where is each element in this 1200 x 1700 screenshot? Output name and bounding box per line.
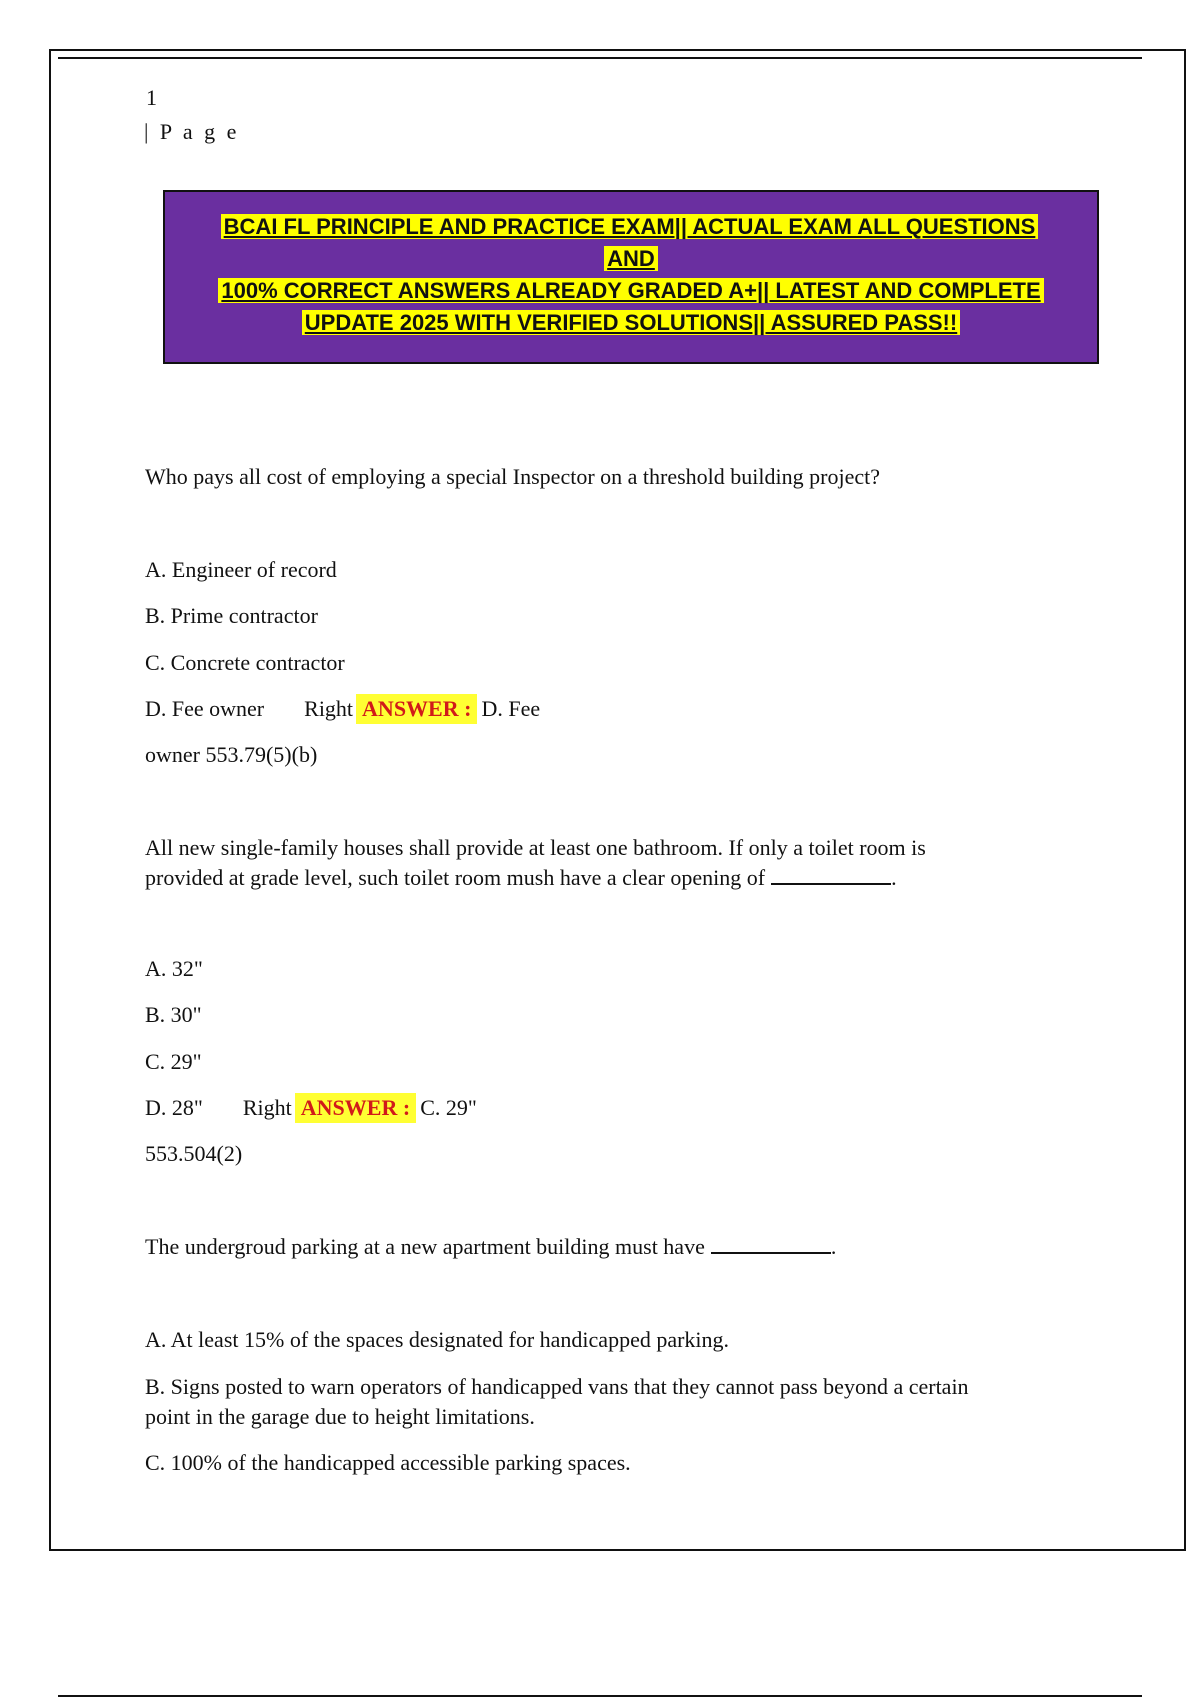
page-label: | P a g e: [144, 119, 240, 144]
question-2-text-line-2: provided at grade level, such toilet room mush have a clear opening of .: [145, 865, 897, 890]
question-3-option-a: A. At least 15% of the spaces designated for handicapped parking.: [145, 1327, 730, 1352]
question-2-option-b: B. 30": [145, 1002, 202, 1027]
question-3-blank: [711, 1234, 831, 1254]
question-3-option-b-continued: point in the garage due to height limitations.: [145, 1404, 535, 1429]
question-2-answer: C. 29": [420, 1095, 477, 1120]
question-3-text-content: The undergroud parking at a new apartment building must have: [145, 1234, 705, 1259]
title-banner: [163, 190, 1099, 364]
question-1-answer: D. Fee: [481, 696, 541, 721]
bottom-rule: [58, 1695, 1142, 1697]
question-1-text: Who pays all cost of employing a special Inspector on a threshold building project?: [145, 464, 880, 489]
question-2-answer-line: [145, 1093, 477, 1123]
question-2-answer-label: ANSWER :: [295, 1093, 416, 1123]
question-2-blank: [771, 865, 891, 885]
banner-line-3: UPDATE 2025 WITH VERIFIED SOLUTIONS|| ASSURED PASS!!: [302, 310, 960, 335]
question-1-reference: owner 553.79(5)(b): [145, 742, 318, 767]
banner-title: [196, 211, 1066, 339]
question-2-option-d: D. 28": [145, 1095, 203, 1120]
question-1-answer-label: ANSWER :: [356, 694, 477, 724]
question-3-option-c: C. 100% of the handicapped accessible parking spaces.: [145, 1450, 631, 1475]
question-1-option-a: A. Engineer of record: [145, 557, 337, 582]
question-1-answer-line: [145, 694, 540, 724]
question-1-right-label: Right: [304, 696, 354, 721]
banner-line-2: 100% CORRECT ANSWERS ALREADY GRADED A+|| LATEST AND COMPLETE: [218, 278, 1043, 303]
question-1-option-d: D. Fee owner: [145, 696, 265, 721]
banner-line-1: BCAI FL PRINCIPLE AND PRACTICE EXAM|| ACTUAL EXAM ALL QUESTIONS AND: [221, 214, 1039, 271]
question-3-text: The undergroud parking at a new apartment building must have .: [145, 1234, 837, 1259]
question-2-text-line-1: All new single-family houses shall provide at least one bathroom. If only a toilet room is: [145, 835, 926, 860]
question-2-text-line-2-content: provided at grade level, such toilet room mush have a clear opening of: [145, 865, 766, 890]
question-2-option-c: C. 29": [145, 1049, 202, 1074]
question-2-reference: 553.504(2): [145, 1141, 243, 1166]
page-number: 1: [146, 85, 157, 110]
question-1-option-c: C. Concrete contractor: [145, 650, 345, 675]
question-3-option-b: B. Signs posted to warn operators of handicapped vans that they cannot pass beyond a certain: [145, 1374, 969, 1399]
question-2-right-label: Right: [242, 1095, 292, 1120]
question-2-option-a: A. 32": [145, 956, 203, 981]
question-1-option-b: B. Prime contractor: [145, 603, 318, 628]
